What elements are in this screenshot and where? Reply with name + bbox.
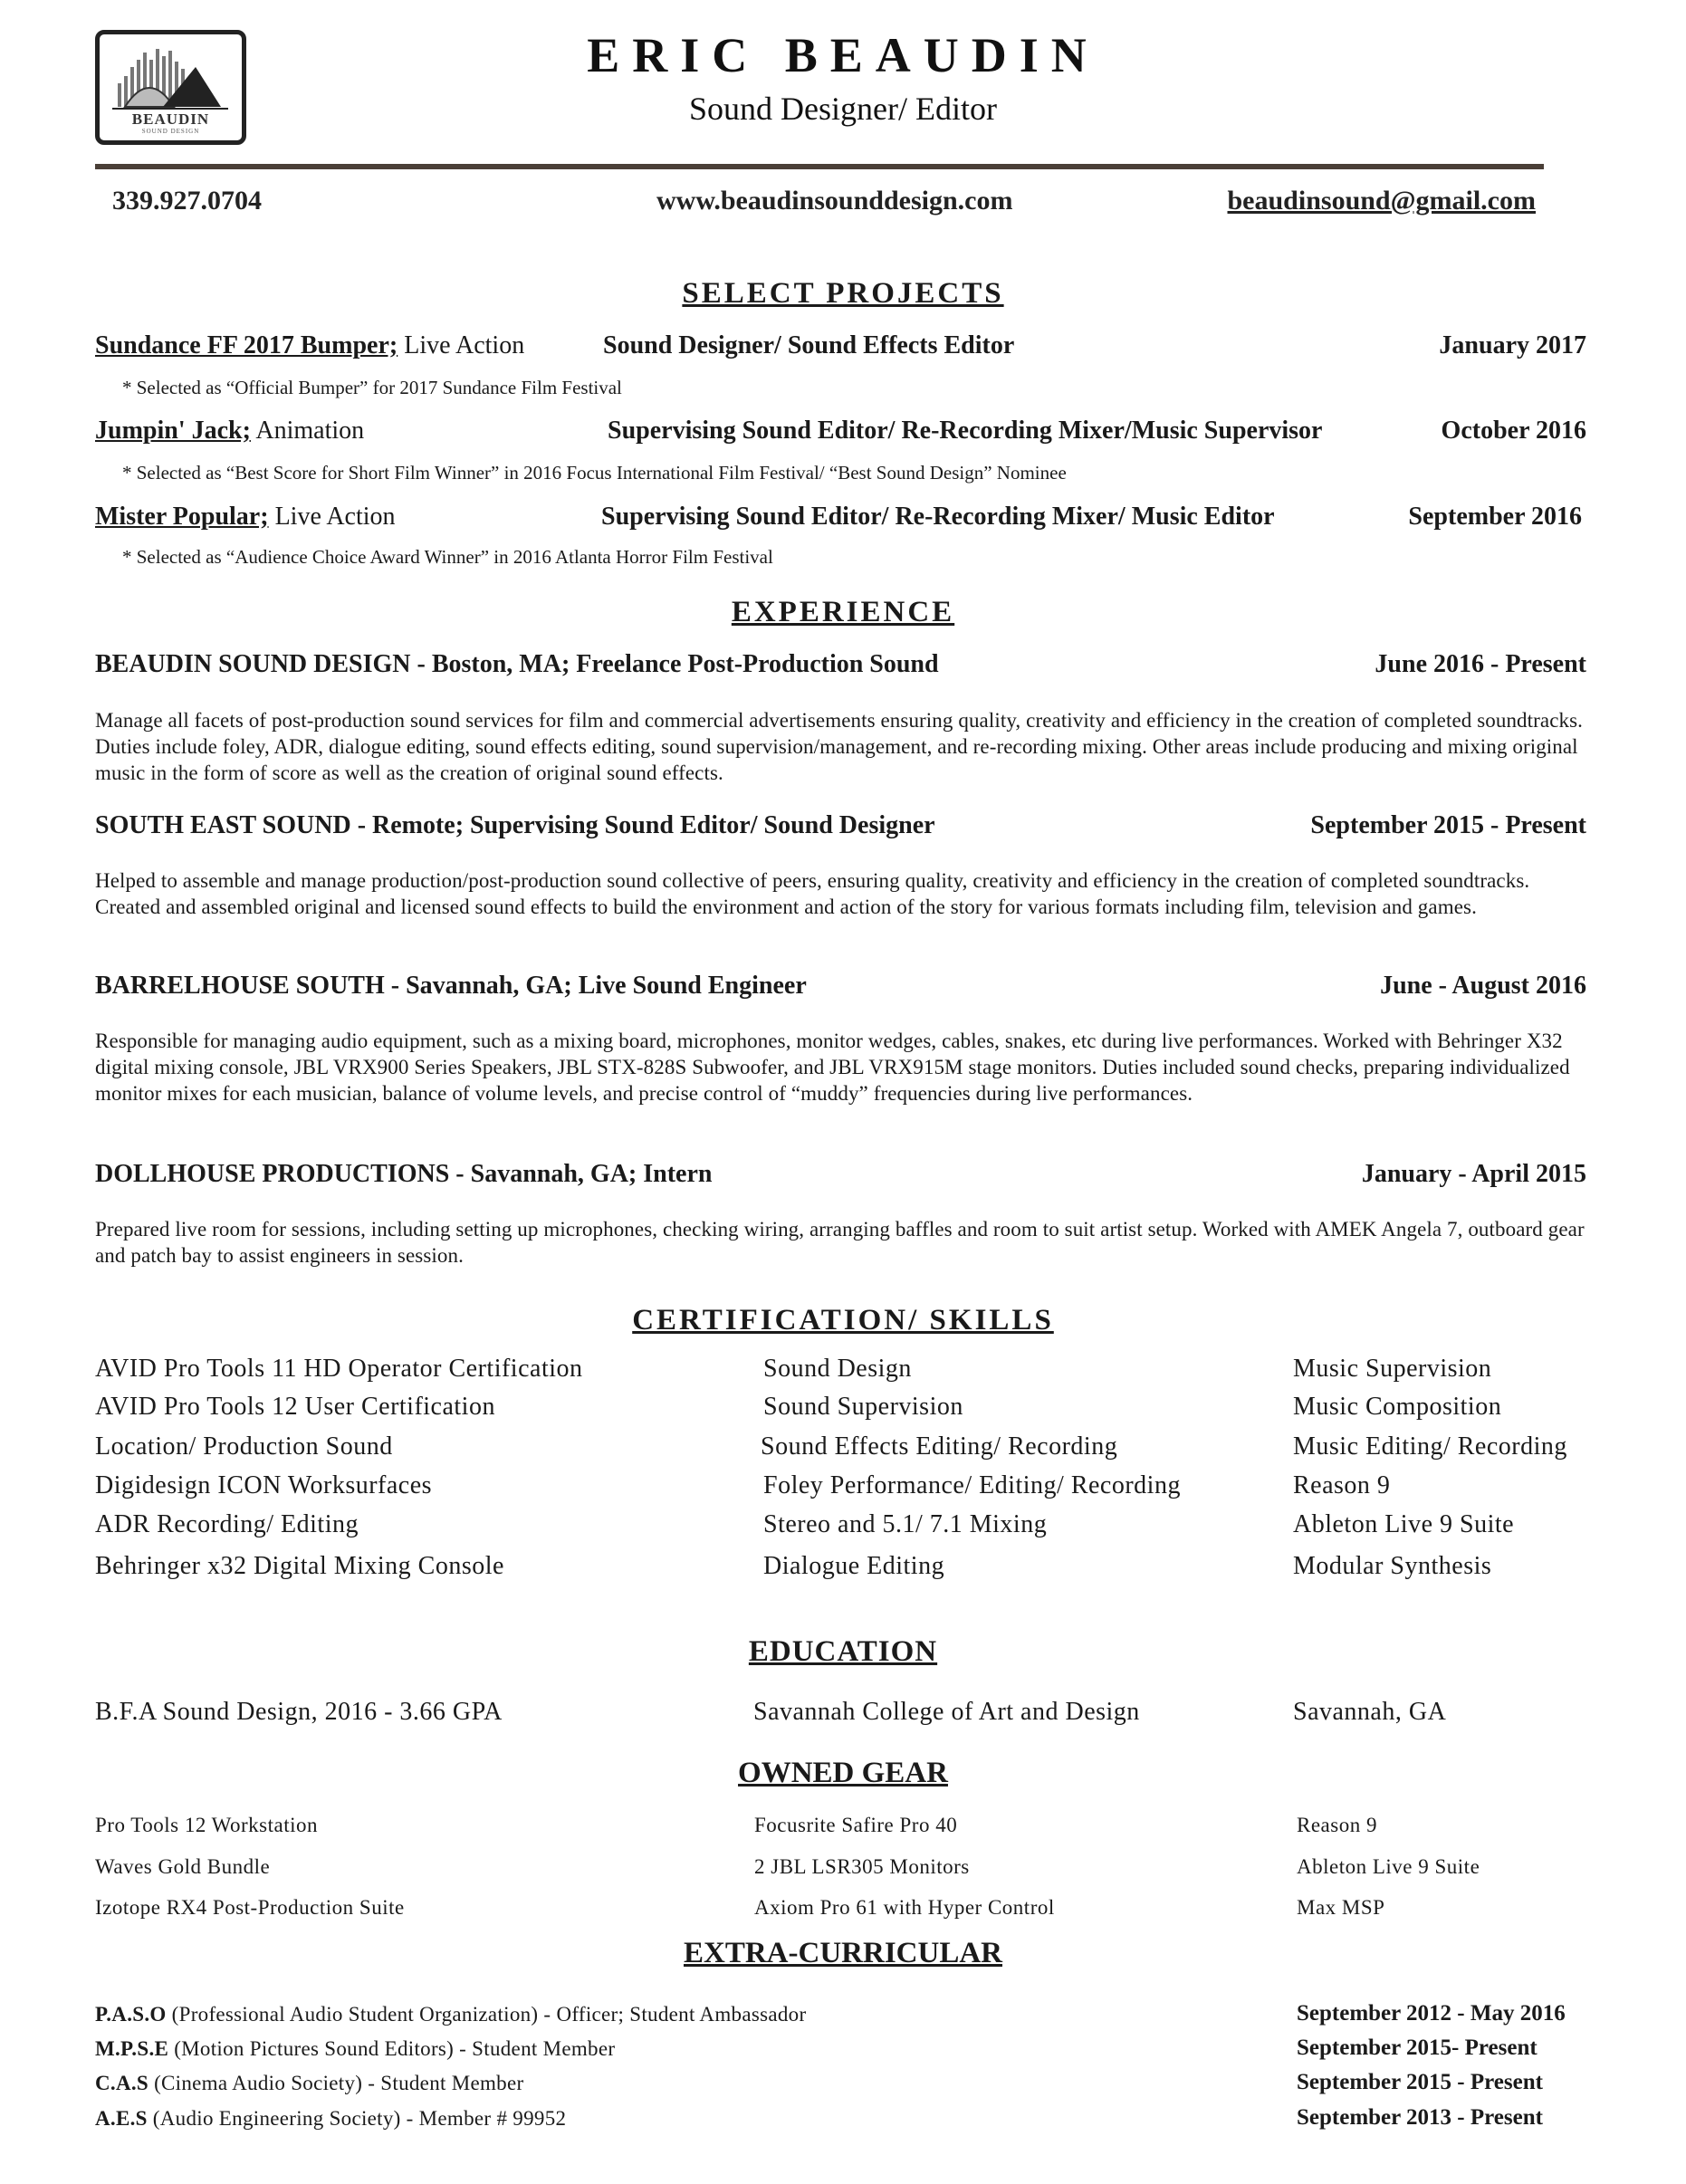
gear-item: Focusrite Safire Pro 40	[754, 1814, 958, 1836]
skill-item: Location/ Production Sound	[95, 1432, 393, 1461]
membership-desc: (Motion Pictures Sound Editors) - Student Member	[168, 2037, 616, 2060]
job-company: SOUTH EAST SOUND	[95, 811, 351, 839]
membership-desc: (Audio Engineering Society) - Member # 99952	[147, 2107, 567, 2130]
membership-date: September 2012 - May 2016	[1297, 2001, 1566, 2026]
skill-item: Sound Design	[763, 1355, 912, 1383]
gear-item: Izotope RX4 Post-Production Suite	[95, 1896, 405, 1919]
skill-item: AVID Pro Tools 12 User Certification	[95, 1393, 495, 1421]
header-divider	[95, 164, 1544, 169]
logo-wordmark: BEAUDIN	[131, 110, 210, 128]
section-title-education: EDUCATION	[748, 1635, 938, 1668]
project-note: * Selected as “Audience Choice Award Winner” in 2016 Atlanta Horror Film Festival	[122, 546, 773, 568]
job-detail: - Savannah, GA; Intern	[449, 1160, 713, 1188]
project-note: * Selected as “Best Score for Short Film Winner” in 2016 Focus International Film Festival/ “Best Sound Design” Nominee	[122, 462, 1067, 484]
project-role: Supervising Sound Editor/ Re-Recording Mixer/ Music Editor	[601, 503, 1275, 531]
membership-date: September 2013 - Present	[1297, 2105, 1543, 2130]
project-name: Sundance FF 2017 Bumper;	[95, 331, 398, 359]
project-type: Live Action	[268, 503, 396, 531]
membership-desc: (Professional Audio Student Organization) - Officer; Student Ambassador	[166, 2003, 807, 2026]
gear-item: Waves Gold Bundle	[95, 1855, 271, 1878]
section-title-gear: OWNED GEAR	[738, 1757, 948, 1789]
skill-item: AVID Pro Tools 11 HD Operator Certification	[95, 1355, 583, 1383]
job-description: Responsible for managing audio equipment, such as a mixing board, microphones, monitor wedges, cables, snakes, etc during live performances. Worked with Behringer X32 digital mixing console, JBL VRX900 Series Speakers, JBL STX-828S Subwoofer, and JBL VRX915M stage monitors. Duties included sound checks, preparing individualized monitor mixes for each musician, balance of volume levels, and precise control of “muddy” frequencies during live performances.	[95, 1030, 1570, 1105]
job-detail: - Savannah, GA; Live Sound Engineer	[384, 972, 807, 1000]
project-date: January 2017	[1439, 331, 1586, 359]
education-location: Savannah, GA	[1293, 1698, 1447, 1726]
website-link[interactable]: www.beaudinsounddesign.com	[656, 186, 1013, 216]
membership-abbr: C.A.S	[95, 2072, 149, 2094]
membership-item	[95, 2037, 615, 2061]
project-role: Sound Designer/ Sound Effects Editor	[603, 331, 1015, 359]
job-date: June - August 2016	[1380, 972, 1586, 1000]
skill-item: Music Composition	[1293, 1393, 1502, 1421]
gear-item: Axiom Pro 61 with Hyper Control	[754, 1896, 1055, 1919]
job-company: BEAUDIN SOUND DESIGN	[95, 650, 411, 678]
gear-item: Max MSP	[1297, 1896, 1385, 1919]
section-title-skills: CERTIFICATION/ SKILLS	[632, 1304, 1054, 1336]
project-title	[95, 417, 364, 445]
gear-item: Pro Tools 12 Workstation	[95, 1814, 319, 1836]
gear-item: 2 JBL LSR305 Monitors	[754, 1855, 970, 1878]
section-title-experience: EXPERIENCE	[731, 596, 955, 628]
membership-desc: (Cinema Audio Society) - Student Member	[148, 2072, 524, 2094]
job-header	[95, 1160, 712, 1189]
skill-item: Digidesign ICON Worksurfaces	[95, 1471, 433, 1499]
skill-item: ADR Recording/ Editing	[95, 1510, 359, 1538]
candidate-name: ERIC BEAUDIN	[587, 28, 1099, 82]
membership-date: September 2015 - Present	[1297, 2070, 1543, 2094]
education-school: Savannah College of Art and Design	[753, 1698, 1140, 1726]
project-date: September 2016	[1408, 503, 1582, 531]
job-description: Helped to assemble and manage production/post-production sound collective of peers, ensuring quality, creativity and efficiency in the creation of completed soundtracks. Created and assembled original and licensed sound effects to build the environment and action of the story for various formats including film, television and games.	[95, 869, 1530, 918]
logo-tagline: SOUND DESIGN	[141, 128, 200, 135]
project-name: Mister Popular;	[95, 503, 269, 531]
skill-item: Stereo and 5.1/ 7.1 Mixing	[763, 1510, 1048, 1538]
project-type: Animation	[250, 417, 365, 445]
skill-item: Sound Effects Editing/ Recording	[761, 1432, 1118, 1461]
job-detail: - Remote; Supervising Sound Editor/ Sound Designer	[350, 811, 935, 839]
job-date: September 2015 - Present	[1310, 811, 1586, 839]
project-title	[95, 331, 524, 360]
job-header	[95, 811, 935, 840]
membership-item	[95, 2107, 566, 2131]
project-type: Live Action	[398, 331, 525, 359]
job-description: Prepared live room for sessions, including setting up microphones, checking wiring, arranging baffles and room to suit artist setup. Worked with AMEK Angela 7, outboard gear and patch bay to assist engineers in session.	[95, 1218, 1585, 1267]
membership-item	[95, 2072, 523, 2095]
skill-item: Dialogue Editing	[763, 1552, 945, 1580]
gear-item: Ableton Live 9 Suite	[1297, 1855, 1480, 1878]
membership-abbr: A.E.S	[95, 2107, 148, 2130]
job-company: DOLLHOUSE PRODUCTIONS	[95, 1160, 450, 1188]
education-degree: B.F.A Sound Design, 2016 - 3.66 GPA	[95, 1698, 503, 1726]
project-note: * Selected as “Official Bumper” for 2017 Sundance Film Festival	[122, 377, 622, 398]
skill-item: Ableton Live 9 Suite	[1293, 1510, 1515, 1538]
skill-item: Behringer x32 Digital Mixing Console	[95, 1552, 504, 1580]
job-header	[95, 650, 939, 679]
job-date: January - April 2015	[1361, 1160, 1586, 1188]
membership-abbr: M.P.S.E	[95, 2037, 169, 2060]
gear-item: Reason 9	[1297, 1814, 1377, 1836]
project-name: Jumpin' Jack;	[95, 417, 251, 445]
membership-date: September 2015- Present	[1297, 2036, 1538, 2060]
skill-item: Reason 9	[1293, 1471, 1391, 1499]
project-date: October 2016	[1441, 417, 1586, 445]
job-detail: - Boston, MA; Freelance Post-Production Sound	[410, 650, 939, 678]
email-link[interactable]: beaudinsound@gmail.com	[1227, 186, 1536, 216]
section-title-extra: EXTRA-CURRICULAR	[683, 1937, 1002, 1969]
project-title	[95, 503, 396, 532]
job-header	[95, 972, 807, 1001]
skill-item: Sound Supervision	[763, 1393, 963, 1421]
skill-item: Foley Performance/ Editing/ Recording	[763, 1471, 1181, 1499]
phone-number: 339.927.0704	[112, 186, 262, 216]
section-title-projects: SELECT PROJECTS	[682, 277, 1004, 310]
skill-item: Modular Synthesis	[1293, 1552, 1492, 1580]
job-description: Manage all facets of post-production sound services for film and commercial advertisements ensuring quality, creativity and efficiency in the creation of completed soundtracks. Duties include foley, ADR, dialogue editing, sound effects editing, sound supervision/management, and re-recording mixing. Other areas include producing and mixing original music in the form of score as well as the creation of original sound effects.	[95, 709, 1584, 784]
membership-item	[95, 2003, 806, 2026]
project-role: Supervising Sound Editor/ Re-Recording Mixer/Music Supervisor	[608, 417, 1323, 445]
membership-abbr: P.A.S.O	[95, 2003, 167, 2026]
job-company: BARRELHOUSE SOUTH	[95, 972, 385, 1000]
job-date: June 2016 - Present	[1375, 650, 1586, 678]
candidate-title: Sound Designer/ Editor	[689, 91, 997, 127]
skill-item: Music Supervision	[1293, 1355, 1492, 1383]
skill-item: Music Editing/ Recording	[1293, 1432, 1567, 1461]
